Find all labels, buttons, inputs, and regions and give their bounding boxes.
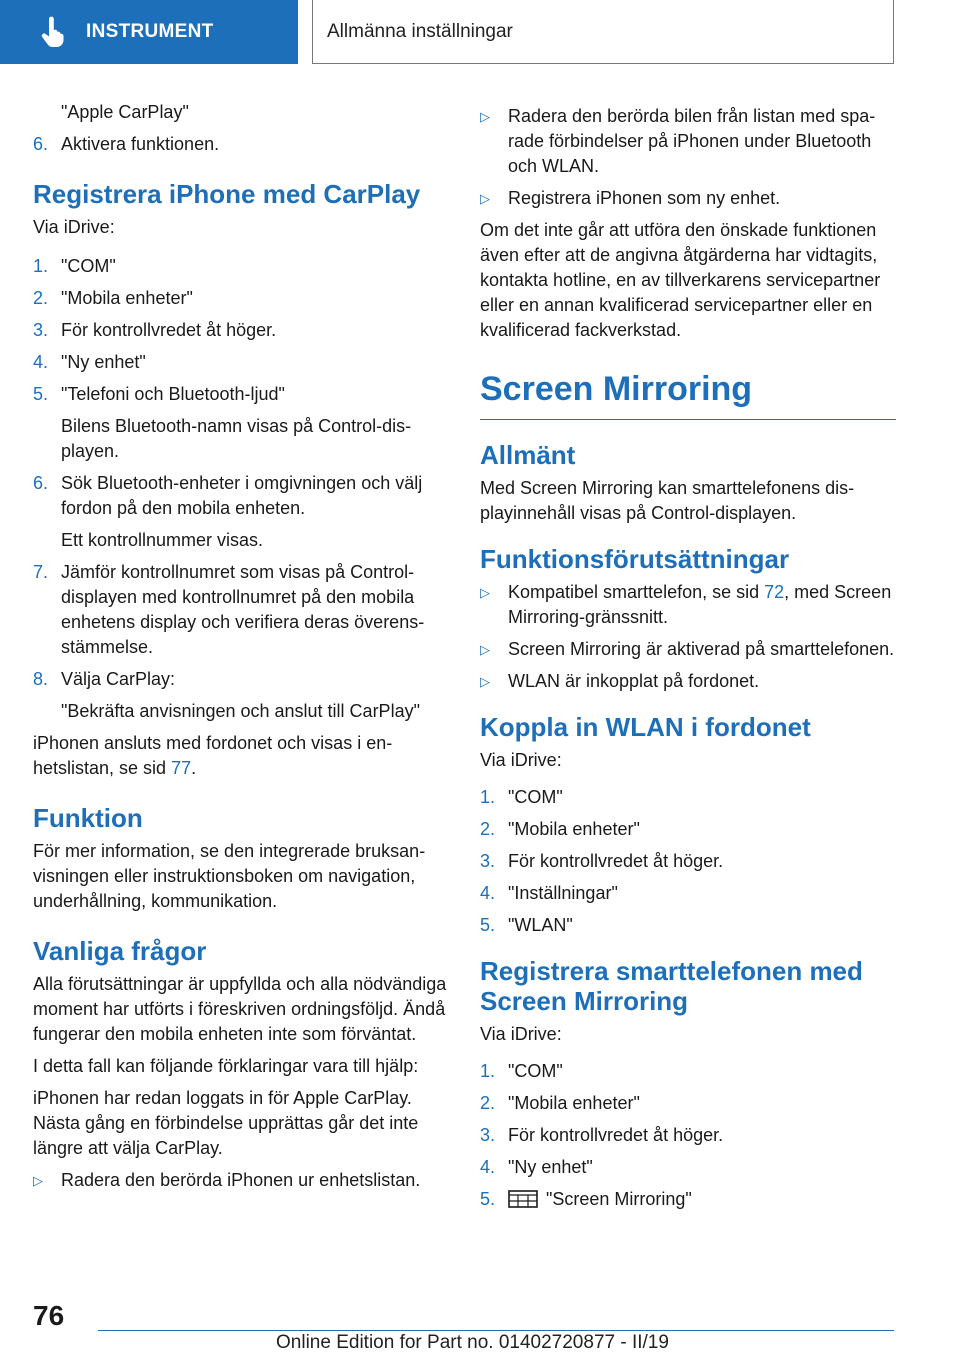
bullet-item	[33, 1168, 451, 1193]
list-text: För kontrollvredet åt höger.	[61, 320, 277, 340]
list-item	[33, 667, 451, 692]
list-text: "COM"	[61, 256, 116, 276]
page-link[interactable]: 77	[171, 758, 192, 778]
list-subtext: Bilens Bluetooth-namn visas på Control-displayen.	[61, 416, 412, 461]
list-text: För kontrollvredet åt höger.	[508, 851, 724, 871]
bullet-item	[480, 104, 896, 179]
list-text: Aktivera funktionen.	[61, 134, 220, 154]
list-number: 4.	[480, 883, 496, 903]
list-text	[508, 1187, 896, 1212]
paragraph	[33, 731, 451, 781]
list-number: 4.	[480, 1157, 496, 1177]
list-number: 6.	[33, 134, 49, 154]
bullet-triangle-icon: ▷	[480, 191, 490, 206]
bullet-item	[480, 637, 896, 662]
list-item	[33, 318, 451, 343]
list-item	[480, 1123, 896, 1148]
paragraph-text: iPhonen ansluts med fordonet och visas i enhetslistan, se sid	[33, 733, 393, 778]
list-text: För kontrollvredet åt höger.	[508, 1125, 724, 1145]
list-number: 1.	[480, 1061, 496, 1081]
list-item	[33, 254, 451, 279]
hand-touch-icon	[36, 15, 70, 49]
list-number: 5.	[33, 384, 49, 404]
section-heading: Registrera iPhone med CarPlay	[33, 179, 421, 209]
list-text-part: "Screen Mirroring"	[546, 1189, 692, 1209]
list-item	[480, 1059, 896, 1084]
bullet-item	[480, 669, 896, 694]
right-column	[480, 98, 896, 1219]
list-item	[33, 132, 451, 157]
list-item	[480, 1187, 896, 1212]
list-item	[33, 471, 451, 521]
list-text: "COM"	[508, 787, 563, 807]
page-link[interactable]: 72	[764, 582, 785, 602]
list-text: "Mobila enheter"	[508, 1093, 640, 1113]
list-text: "Mobila enheter"	[508, 819, 640, 839]
list-text: "Inställningar"	[508, 883, 618, 903]
left-column	[33, 98, 451, 1200]
section-tab[interactable]	[0, 0, 298, 64]
section-heading: Registrera smarttelefonen med Screen Mirroring	[480, 956, 863, 1016]
bullet-text-part: , med Screen Mirroring-gränssnitt.	[508, 582, 892, 627]
bullet-text-part: Kompatibel smarttelefon, se sid	[508, 582, 765, 602]
list-item	[480, 817, 896, 842]
bullet-text: Registrera iPhonen som ny enhet.	[508, 188, 781, 208]
list-item	[480, 913, 896, 938]
list-number: 1.	[33, 256, 49, 276]
list-item	[480, 881, 896, 906]
list-text: Sök Bluetooth-enheter i omgivningen och välj fordon på den mobila enheten.	[61, 473, 423, 518]
list-text: Välja CarPlay:	[61, 669, 176, 689]
bullet-text: Radera den berörda iPhonen ur enhetslistan.	[61, 1170, 421, 1190]
chapter-heading: Screen Mirroring	[480, 369, 896, 420]
section-heading: Allmänt	[480, 440, 576, 470]
paragraph: För mer information, se den integrerade bruksanvisningen eller instruktionsboken om navigation, underhållning, kommunikation.	[33, 841, 426, 911]
section-tab-label: INSTRUMENT	[86, 21, 214, 42]
bullet-text: Screen Mirroring är aktiverad på smarttelefonen.	[508, 639, 895, 659]
list-subtext: "Bekräfta anvisningen och anslut till CarPlay"	[61, 701, 420, 721]
paragraph: Alla förutsättningar är uppfyllda och alla nödvändiga moment har utförts i föreskriven ordningsföljd. Ändå fungerar den mobila enheten inte som förväntat.	[33, 974, 447, 1044]
section-heading: Funktion	[33, 803, 143, 833]
list-item	[480, 1091, 896, 1116]
bullet-item	[480, 186, 896, 211]
list-number: 6.	[33, 473, 49, 493]
bullet-triangle-icon: ▷	[33, 1173, 43, 1188]
list-text: "Ny enhet"	[508, 1157, 593, 1177]
bullet-triangle-icon: ▷	[480, 109, 490, 124]
screen-mirroring-icon	[508, 1190, 538, 1208]
list-text: "Ny enhet"	[61, 352, 146, 372]
list-number: 2.	[33, 288, 49, 308]
list-item	[480, 785, 896, 810]
list-number: 3.	[33, 320, 49, 340]
page-number: 76	[33, 1300, 65, 1331]
bullet-triangle-icon: ▷	[480, 642, 490, 657]
list-text: "Mobila enheter"	[61, 288, 193, 308]
list-number: 5.	[480, 915, 496, 935]
list-item	[33, 350, 451, 375]
footer-divider	[98, 1330, 894, 1331]
list-number: 1.	[480, 787, 496, 807]
list-text: "COM"	[508, 1061, 563, 1081]
section-heading: Koppla in WLAN i fordonet	[480, 712, 811, 742]
list-item	[33, 286, 451, 311]
bullet-text: WLAN är inkopplat på fordonet.	[508, 671, 760, 691]
list-text: "Telefoni och Bluetooth-ljud"	[61, 384, 285, 404]
list-number: 3.	[480, 1125, 496, 1145]
section-heading: Funktionsförutsättningar	[480, 544, 790, 574]
paragraph: Om det inte går att utföra den önskade funktionen även efter att de angivna åtgärderna har vidtagits, kontakta hotline, en av tillverkarens servicepartner eller en annan kvalificerad servicepartner eller en kvalificerad fackverkstad.	[480, 220, 881, 340]
list-number: 2.	[480, 819, 496, 839]
section-heading: Vanliga frågor	[33, 936, 207, 966]
list-text: "WLAN"	[508, 915, 573, 935]
bullet-text: Radera den berörda bilen från listan med sparade förbindelser på iPhonen under Bluetooth och WLAN.	[508, 106, 876, 176]
paragraph: Med Screen Mirroring kan smarttelefonens displayinnehåll visas på Control-displayen.	[480, 478, 855, 523]
list-item	[33, 560, 451, 660]
bullet-item	[480, 580, 896, 630]
paragraph: I detta fall kan följande förklaringar vara till hjälp:	[33, 1056, 419, 1076]
list-text: Jämför kontrollnumret som visas på Control-displayen med kontrollnumret på den mobila enhetens display och verifiera deras överensstämmelse.	[61, 562, 425, 657]
list-number: 5.	[480, 1189, 496, 1209]
list-item	[480, 849, 896, 874]
paragraph: Via iDrive:	[480, 750, 562, 770]
paragraph: iPhonen har redan loggats in för Apple CarPlay. Nästa gång en förbindelse upprättas går det inte längre att välja CarPlay.	[33, 1088, 419, 1158]
bullet-triangle-icon: ▷	[480, 585, 490, 600]
list-number: 3.	[480, 851, 496, 871]
bullet-text	[508, 580, 896, 630]
continued-line: "Apple CarPlay"	[61, 102, 189, 122]
bullet-triangle-icon: ▷	[480, 674, 490, 689]
list-subtext: Ett kontrollnummer visas.	[61, 530, 264, 550]
paragraph-text: .	[191, 758, 197, 778]
list-item	[33, 382, 451, 407]
list-number: 8.	[33, 669, 49, 689]
list-number: 7.	[33, 562, 49, 582]
list-number: 4.	[33, 352, 49, 372]
list-item	[480, 1155, 896, 1180]
list-number: 2.	[480, 1093, 496, 1113]
paragraph: Via iDrive:	[480, 1024, 562, 1044]
chapter-title: Allmänna inställningar	[312, 0, 894, 64]
paragraph: Via iDrive:	[33, 217, 115, 237]
footer-edition: Online Edition for Part no. 01402720877 - II/19	[276, 1332, 669, 1353]
